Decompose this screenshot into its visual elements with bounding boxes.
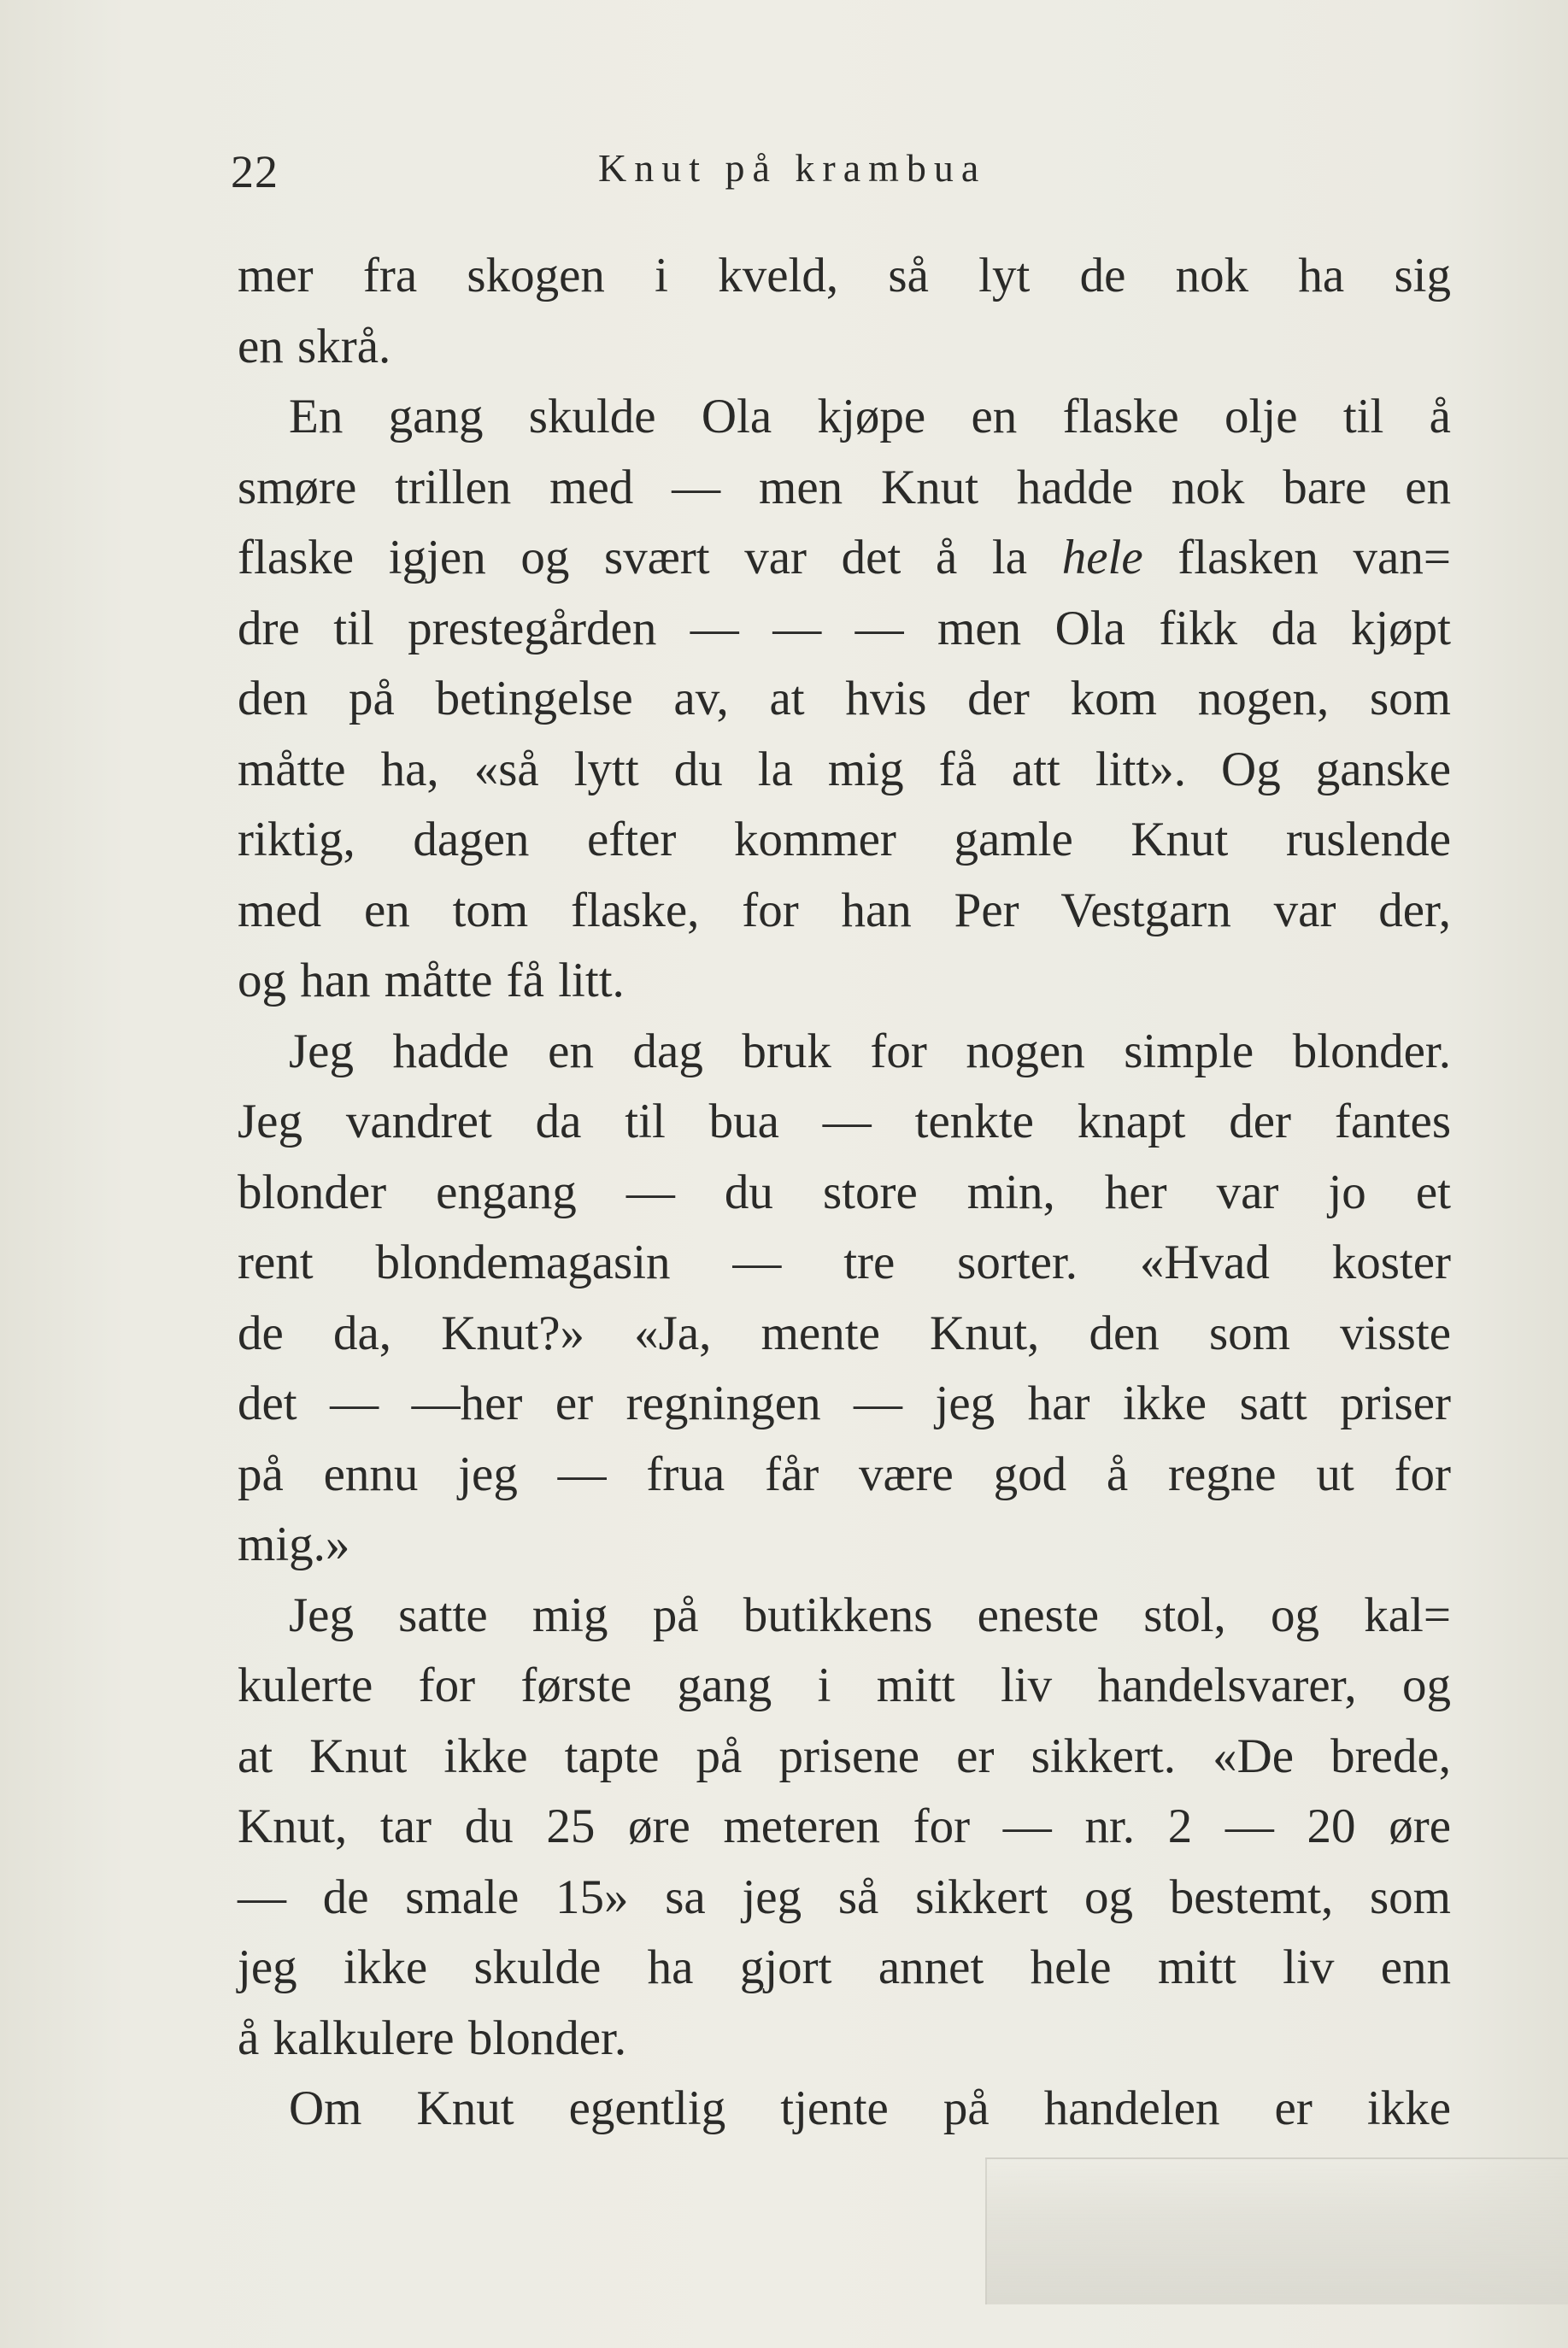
text-line: måtte ha, «så lytt du la mig få att litt». Og ganske xyxy=(238,742,1451,796)
text-line: mig.» xyxy=(238,1517,350,1571)
text-line: på ennu jeg — frua får være god å regne ut for xyxy=(238,1447,1451,1501)
emphasis: hele xyxy=(1061,531,1143,584)
text-line: å kalkulere blonder. xyxy=(238,2010,627,2065)
text-line: de da, Knut?» «Ja, mente Knut, den som visste xyxy=(238,1306,1451,1360)
text-line: En gang skulde Ola kjøpe en flaske olje til å xyxy=(289,390,1451,443)
text-line: jeg ikke skulde ha gjort annet hele mitt liv enn xyxy=(238,1940,1451,1994)
text-line: kulerte for første gang i mitt liv handelsvarer, og xyxy=(238,1658,1451,1712)
text-line: og han måtte få litt. xyxy=(238,954,625,1007)
text-line: Jeg vandret da til bua — tenkte knapt der fantes xyxy=(238,1095,1451,1148)
body-text xyxy=(238,241,1451,2145)
text-line: Jeg satte mig på butikkens eneste stol, og kal= xyxy=(289,1588,1451,1642)
text-line: at Knut ikke tapte på prisene er sikkert. «De brede, xyxy=(238,1729,1451,1783)
text-line: — de smale 15» sa jeg så sikkert og bestemt, som xyxy=(238,1870,1451,1924)
text-line: Knut, tar du 25 øre meteren for — nr. 2 — 20 øre xyxy=(238,1799,1451,1853)
running-title: Knut på krambua xyxy=(598,146,987,190)
text-line: smøre trillen med — men Knut hadde nok bare en xyxy=(238,460,1451,514)
text-line: mer fra skogen i kveld, så lyt de nok ha sig xyxy=(238,249,1451,302)
text-line: den på betingelse av, at hvis der kom nogen, som xyxy=(238,672,1451,725)
text-line: flaske igjen og svært var det å la hele flasken van= xyxy=(238,531,1451,584)
scan-edge-shadow xyxy=(985,2157,1568,2304)
text-line: en skrå. xyxy=(238,319,391,373)
text-line: riktig, dagen efter kommer gamle Knut ruslende xyxy=(238,813,1451,866)
text-line: rent blondemagasin — tre sorter. «Hvad koster xyxy=(238,1236,1451,1289)
page-number: 22 xyxy=(231,146,279,197)
page-header xyxy=(231,145,1453,214)
text-line: Jeg hadde en dag bruk for nogen simple blonder. xyxy=(289,1024,1451,1078)
text-line: Om Knut egentlig tjente på handelen er ikke xyxy=(289,2081,1451,2135)
text-line: det — —her er regningen — jeg har ikke satt priser xyxy=(238,1377,1451,1430)
text-line: dre til prestegården — — — men Ola fikk da kjøpt xyxy=(238,601,1451,655)
text-line: blonder engang — du store min, her var jo et xyxy=(238,1165,1451,1219)
text-line: med en tom flaske, for han Per Vestgarn var der, xyxy=(238,883,1451,937)
